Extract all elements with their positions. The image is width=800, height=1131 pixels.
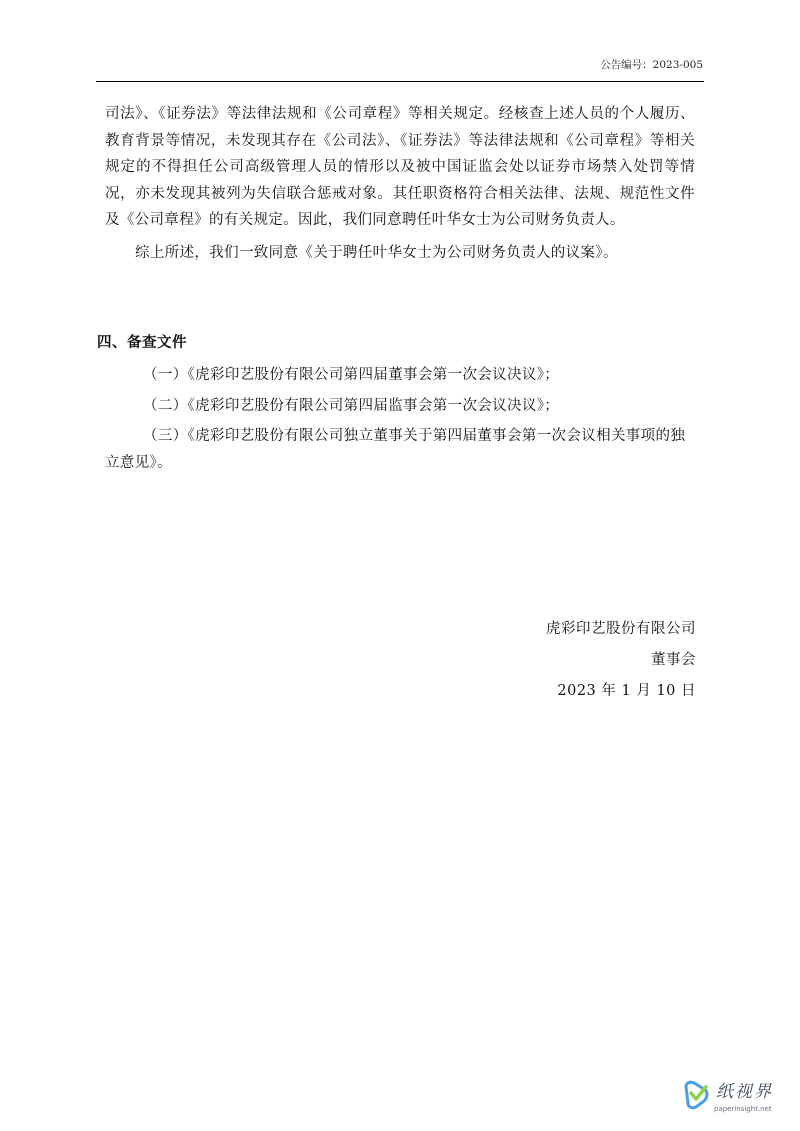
body-text (105, 101, 695, 266)
paragraph-continuation: 司法》、《证券法》等法律法规和《公司章程》等相关规定。经核查上述人员的个人履历、教育背景等情况，未发现其存在《公司法》、《证券法》等法律法规和《公司章程》等相关规定的不得担任公司高级管理人员的情形以及被中国证监会处以证券市场禁入处罚等情况，亦未发现其被列为失信联合惩戒对象。其任职资格符合相关法律、法规、规范性文件及《公司章程》的有关规定。因此，我们同意聘任叶华女士为公司财务负责人。 (105, 106, 695, 228)
reference-document-item: （二）《虎彩印艺股份有限公司第四届监事会第一次会议决议》； (143, 397, 560, 414)
section-heading: 四、备查文件 (97, 334, 187, 351)
reference-document-item: （三）《虎彩印艺股份有限公司独立董事关于第四届董事会第一次会议相关事项的独立意见》。 (105, 428, 686, 471)
announcement-number: 公告编号：2023-005 (600, 59, 703, 71)
signature-board: 董事会 (651, 652, 696, 668)
signature-block (546, 614, 696, 707)
signature-company: 虎彩印艺股份有限公司 (546, 621, 696, 637)
watermark-brand: 纸视界 (716, 1082, 773, 1102)
header-divider (96, 81, 704, 82)
paperinsight-logo-icon (680, 1077, 714, 1111)
watermark-url: paperinsight.net (714, 1105, 772, 1113)
signature-date: 2023 年 1 月 10 日 (557, 683, 696, 699)
watermark (680, 1073, 792, 1123)
reference-document-list (105, 362, 695, 480)
paragraph-conclusion: 综上所述，我们一致同意《关于聘任叶华女士为公司财务负责人的议案》。 (135, 244, 618, 261)
reference-document-item: （一）《虎彩印艺股份有限公司第四届董事会第一次会议决议》； (143, 367, 560, 383)
